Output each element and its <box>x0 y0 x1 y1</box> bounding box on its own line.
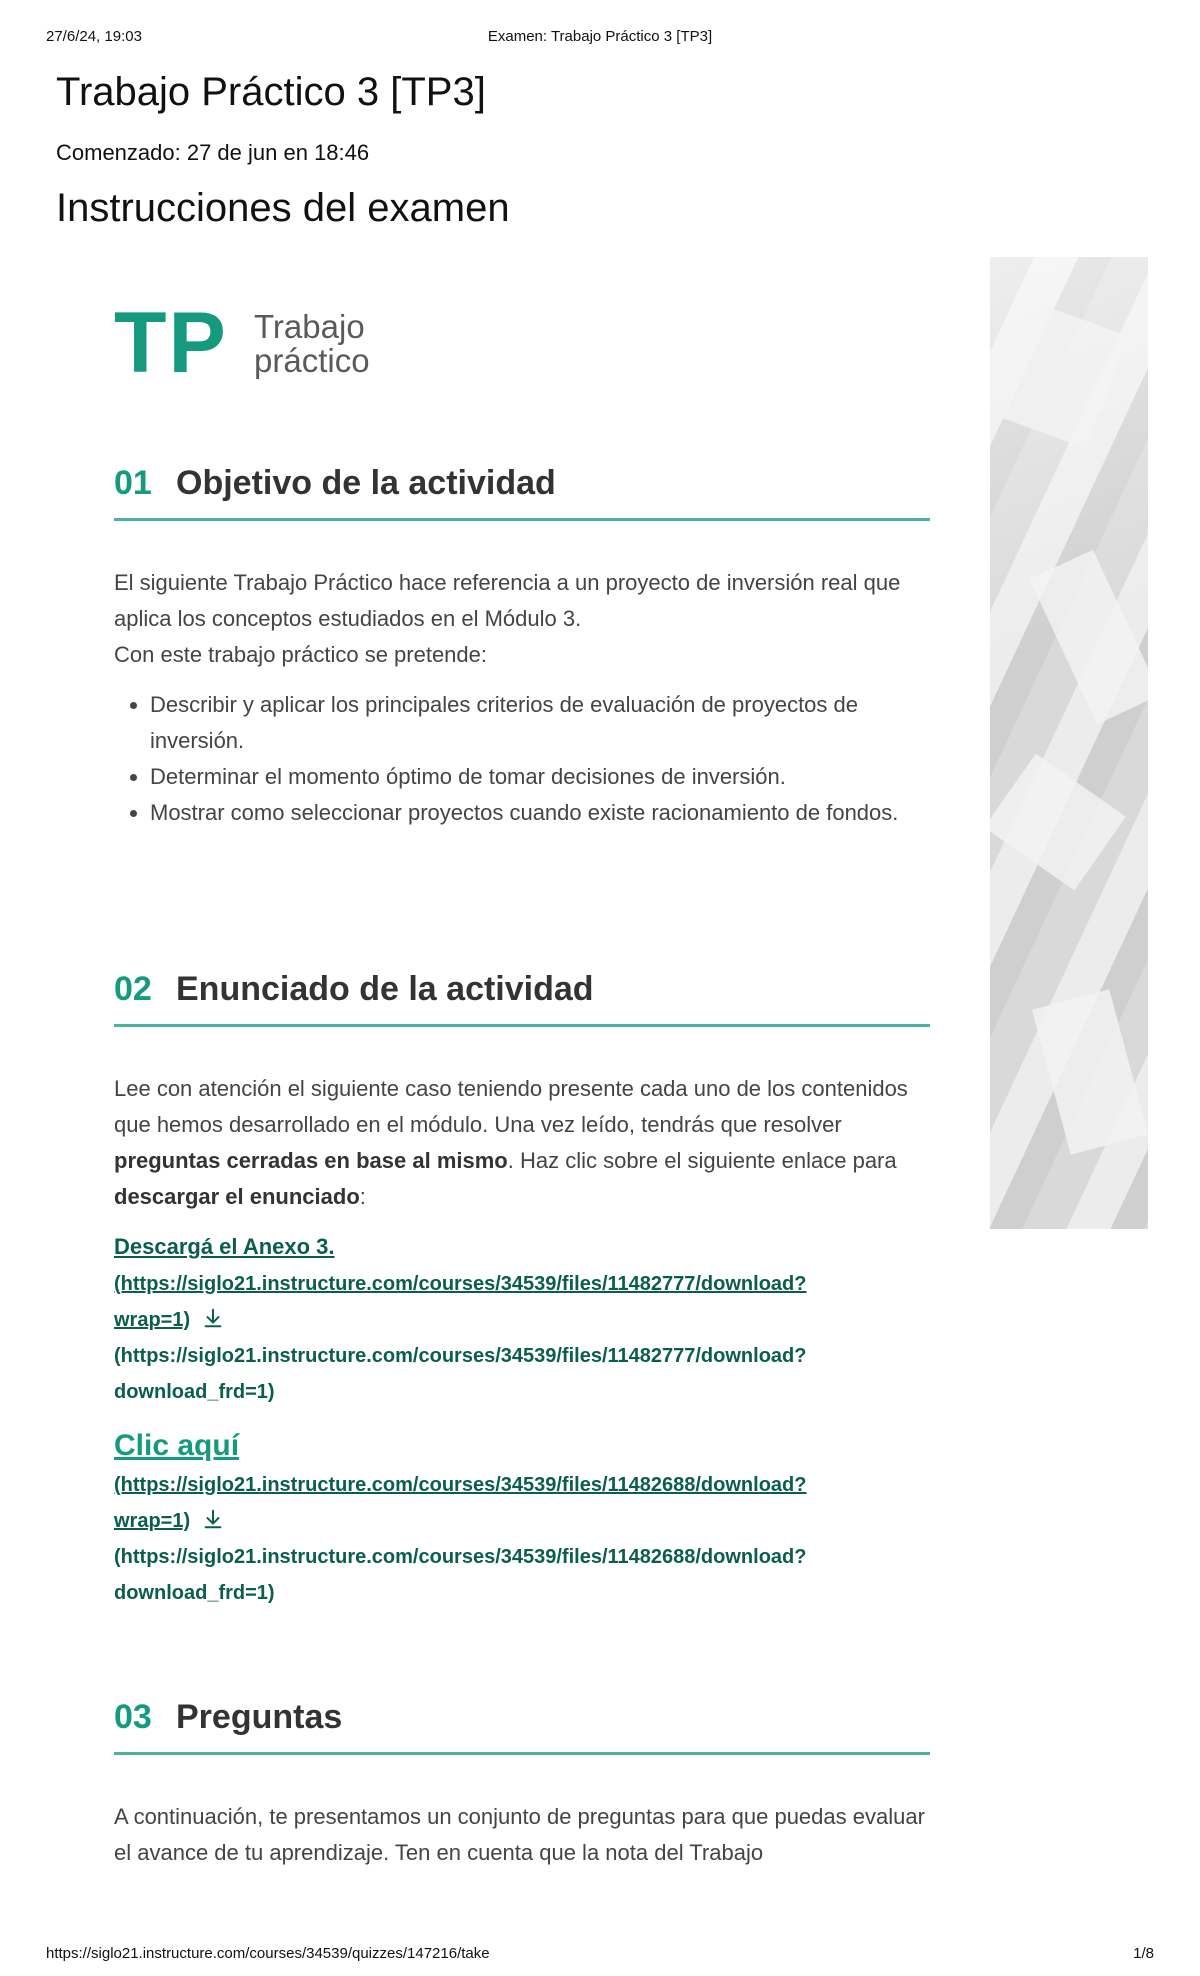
section-number: 01 <box>114 464 152 502</box>
section-number: 02 <box>114 970 152 1008</box>
tp-logo <box>114 295 414 391</box>
print-url: https://siglo21.instructure.com/courses/34539/quizzes/147216/take <box>46 1945 490 1962</box>
download-icon[interactable] <box>202 1307 224 1329</box>
download-icon[interactable] <box>202 1508 224 1530</box>
text-run: : <box>359 1184 366 1209</box>
text-bold: preguntas cerradas en base al mismo <box>114 1148 508 1173</box>
clic-aqui-link[interactable]: Clic aquí <box>114 1429 240 1462</box>
instructions-title: Instrucciones del examen <box>56 186 510 230</box>
print-doc-title: Examen: Trabajo Práctico 3 [TP3] <box>487 28 713 45</box>
list-item: • Determinar el momento óptimo de tomar decisiones de inversión. <box>150 759 930 795</box>
print-header <box>0 28 1200 50</box>
tp-logo-mark: TP <box>114 295 228 391</box>
started-timestamp: Comenzado: 27 de jun en 18:46 <box>56 140 370 165</box>
clic-link-url-end[interactable]: wrap=1) <box>114 1510 191 1532</box>
decorative-side-image <box>990 257 1148 1229</box>
section-enunciado-header <box>114 966 930 1027</box>
tp-logo-word-2: práctico <box>254 342 370 379</box>
tp-logo-word-1: Trabajo <box>254 308 365 345</box>
section-objetivo-header <box>114 460 930 521</box>
preguntas-paragraph: A continuación, te presentamos un conjunto de preguntas para que puedas evaluar el avance de tu aprendizaje. Ten en cuenta que la nota del Trabajo <box>114 1804 925 1865</box>
tp-logo-word <box>254 310 370 378</box>
list-item: • Describir y aplicar los principales criterios de evaluación de proyectos de inversión. <box>150 687 930 759</box>
clic-link-block <box>114 1428 930 1611</box>
text-bold: descargar el enunciado <box>114 1184 360 1209</box>
anexo-link-block <box>114 1229 930 1410</box>
section-preguntas-header <box>114 1694 930 1755</box>
section-objetivo <box>114 460 930 831</box>
anexo-link-url-end[interactable]: wrap=1) <box>114 1309 191 1331</box>
section-title: Preguntas <box>176 1698 343 1736</box>
list-item: • Mostrar como seleccionar proyectos cuando existe racionamiento de fondos. <box>150 795 930 831</box>
objetivo-list <box>114 687 930 831</box>
anexo-download-url-end[interactable]: download_frd=1) <box>114 1381 275 1403</box>
section-title: Enunciado de la actividad <box>176 970 594 1008</box>
clic-download-url-end[interactable]: download_frd=1) <box>114 1582 275 1604</box>
clic-link-url[interactable]: (https://siglo21.instructure.com/courses/34539/files/11482688/download? <box>114 1474 807 1496</box>
section-number: 03 <box>114 1698 152 1736</box>
text-run: . Haz clic sobre el siguiente enlace para <box>507 1148 897 1173</box>
anexo-link-url[interactable]: (https://siglo21.instructure.com/courses/34539/files/11482777/download? <box>114 1273 807 1295</box>
section-title: Objetivo de la actividad <box>176 464 556 502</box>
enunciado-paragraph <box>114 1071 930 1215</box>
section-preguntas <box>114 1694 930 1871</box>
print-date: 27/6/24, 19:03 <box>46 28 142 45</box>
print-footer <box>0 1945 1200 1965</box>
anexo-download-url[interactable]: (https://siglo21.instructure.com/courses/34539/files/11482777/download? <box>114 1345 807 1367</box>
text-run: Lee con atención el siguiente caso teniendo presente cada uno de los contenidos que hemos desarrollado en el módulo. Una vez leído, tendrás que resolver <box>114 1076 908 1137</box>
print-page-number: 1/8 <box>1133 1945 1154 1962</box>
section-enunciado <box>114 966 930 1611</box>
anexo-link[interactable]: Descargá el Anexo 3. <box>114 1234 335 1259</box>
clic-download-url[interactable]: (https://siglo21.instructure.com/courses/34539/files/11482688/download? <box>114 1546 807 1568</box>
objetivo-paragraph: El siguiente Trabajo Práctico hace referencia a un proyecto de inversión real que aplica los conceptos estudiados en el Módulo 3. <box>114 570 901 631</box>
objetivo-intro: Con este trabajo práctico se pretende: <box>114 642 488 667</box>
page-title: Trabajo Práctico 3 [TP3] <box>56 70 486 114</box>
